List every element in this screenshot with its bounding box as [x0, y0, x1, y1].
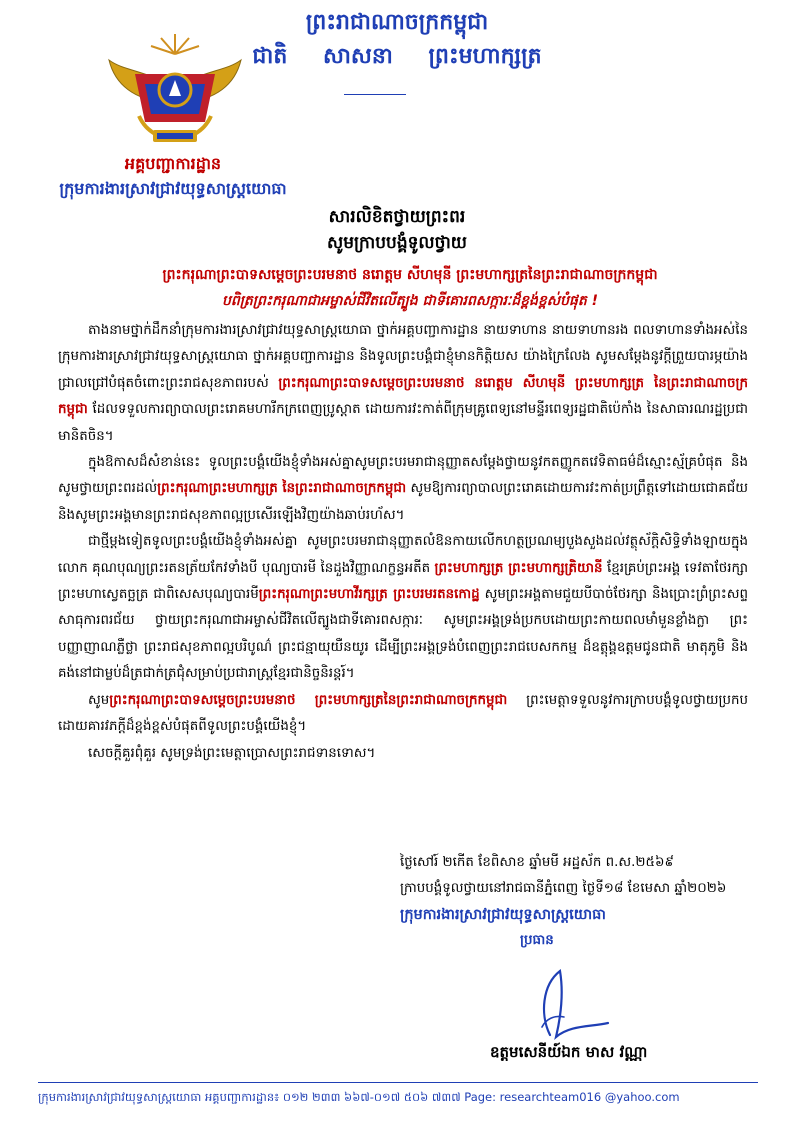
letter-body [58, 318, 748, 767]
letter-subtitle: សូមក្រាបបង្គំទូលថ្វាយ [327, 233, 467, 253]
address-salutation: បពិត្រព្រះករុណាជាអម្ចាស់ជីវិតលើត្បូង ជាទីគោរពសក្ការៈដ៏ខ្ពង់ខ្ពស់បំផុត ! [221, 293, 599, 309]
lunar-date: ថ្ងៃសៅរ៍ ២កើត ខែពិសាខ ឆ្នាំមមី អដ្ឋស័ក ព.ស.២៥៦៩ [400, 855, 675, 870]
body-paragraph-5 [58, 741, 748, 767]
handwritten-signature [520, 965, 610, 1043]
body-highlight: ព្រះករុណាព្រះបាទសម្តេចព្រះបរមនាថ នរោត្តម សីហមុនី ព្រះមហាក្សត្រ នៃព្រះរាជាណាចក្រកម្ពុជា [58, 375, 748, 418]
body-text: តាងនាមថ្នាក់ដឹកនាំក្រុមការងារស្រាវជ្រាវយុទ្ធសាស្ត្រយោធា ថ្នាក់អគ្គបញ្ជាការដ្ឋាន នាយទាហាន នាយទាហានរង ពលទាហានទាំងអស់នៃក្រុមការងារស្រាវជ្រាវយុទ្ធសាស្ត្រយោធា ថ្នាក់អគ្គបញ្ជាការដ្ឋាន និងទូលព្រះបង្គំជាខ្ញុំមានកិត្តិយស យ៉ាងក្រៃលែង សូមសម្តែងនូវក្តីព្រួយបារម្ភយ៉ាងជ្រាលជ្រៅបំផុតចំពោះព្រះរាជសុខភាពរបស់ [58, 323, 748, 391]
motto-religion: សាសនា [322, 44, 393, 69]
letter-title: សារលិខិតថ្វាយព្រះពរ [328, 207, 466, 227]
signatory-name: ឧត្តមសេនីយ៍ឯក មាស វណ្ណា [490, 1043, 648, 1061]
solar-date: ក្រាបបង្គំទូលថ្វាយនៅរាជធានីភ្នំពេញ ថ្ងៃទី១៨ ខែមេសា ឆ្នាំ២០២៦ [400, 881, 727, 896]
body-highlight: ព្រះករុណាព្រះមហាវីរក្សត្រ ព្រះបរមរតនកោដ្ឋ [258, 587, 480, 603]
body-paragraph-3 [58, 529, 748, 687]
body-text: សូម [88, 692, 110, 708]
address-recipient: ព្រះករុណាព្រះបាទសម្តេចព្រះបរមនាថ នរោត្តម សីហមុនី ព្រះមហាក្សត្រនៃព្រះរាជាណាចក្រកម្ពុជា [162, 267, 658, 283]
body-text: សេចក្តីគួរពុំគួរ សូមទ្រង់ព្រះមេត្តាប្រោសព្រះរាជទានទោស។ [88, 745, 376, 761]
body-paragraph-2 [58, 450, 748, 529]
body-text: សូមឱ្យការព្យាបាលព្រះរោគដោយការវះកាត់ប្រព្រឹត្តទៅដោយជោគជ័យនិងសូមព្រះអង្គមានព្រះរាជសុខភាពល្អប្រសើរឡើងវិញយ៉ាងឆាប់រហ័ស។ [58, 481, 748, 523]
org-research-team: ក្រុមការងារស្រាវជ្រាវយុទ្ធសាស្ត្រយោធា [59, 179, 287, 198]
body-text: ជាថ្មីម្តងទៀតទូលព្រះបង្គំយើងខ្ញុំទាំងអស់គ្នា សូមព្រះបរមរាជានុញ្ញាតលំឱនកាយលើកហត្ថប្រណម្យបួងសួងដល់វត្ថុស័ក្តិសិទ្ធិទាំងឡាយក្នុងលោក គុណបុណ្យព្រះរតនត្រ័យកែវទាំងបី បុណ្យបារមី នៃដួងវិញ្ញាណក្ខន្ធអតីត [58, 534, 748, 576]
body-paragraph-4 [58, 688, 748, 741]
kingdom-heading: ព្រះរាជាណាចក្រកម្ពុជា [305, 10, 489, 35]
body-paragraph-1 [58, 318, 748, 450]
body-text: ក្នុងឱកាសដ៏សំខាន់នេះ ទូលព្រះបង្គំយើងខ្ញុំទាំងអស់គ្នាសូមព្រះបរមរាជានុញ្ញាតសម្តែងថ្វាយនូវកតញ្ញូកតវេទិតាធម៌ដ៏ស្មោះស្ម័គ្របំផុត និងសូមថ្វាយព្រះពរដល់ [58, 455, 748, 497]
body-highlight: ព្រះករុណាព្រះបាទសម្តេចព្រះបរមនាថ ព្រះមហាក្សត្រនៃព្រះរាជាណាចក្រកម្ពុជា [109, 692, 508, 708]
header-divider [344, 94, 406, 95]
footer-divider [38, 1082, 758, 1083]
motto-king: ព្រះមហាក្សត្រ [428, 44, 542, 69]
body-highlight: ព្រះមហាក្សត្រ ព្រះមហាក្សត្រិយានី [434, 560, 603, 576]
signing-role: ប្រធាន [520, 933, 554, 948]
military-emblem-icon [95, 30, 255, 148]
body-text: ខ្មែរគ្រប់ព្រះអង្គ ទេវតាថែរក្សាព្រះមហាស្វេតច្ឆត្រ ជាពិសេសបុណ្យបារមី [58, 560, 748, 603]
body-highlight: ព្រះករុណាព្រះមហាក្សត្រ នៃព្រះរាជាណាចក្រកម្ពុជា [157, 481, 407, 497]
footer-contact: ក្រុមការងារស្រាវជ្រាវយុទ្ធសាស្ត្រយោធា អគ្គបញ្ជាការដ្ឋាន៖ ០១២ ២៣៣ ៦៦៧-០១៧ ៥០៦ ៧៣៧ Page: researchteam016 @yahoo.com [38, 1090, 680, 1104]
motto-nation: ជាតិ [252, 44, 288, 69]
body-text: សូមព្រះអង្គតាមជួយបីបាច់ថែរក្សា និងប្រោះព្រំព្រះសព្ទសាធុការពរជ័យ ថ្វាយព្រះករុណាជាអម្ចាស់ជីវិតលើត្បូងជាទីគោរពសក្ការៈ សូមព្រះអង្គទ្រង់ប្រកបដោយព្រះកាយពលមាំមួនខ្លាំងក្លា ព្រះបញ្ញាញាណភ្លឺថ្លា ព្រះរាជសុខភាពល្អបរិបូណ៌ ព្រះជន្មាយុយឺនយូរ ដើម្បីព្រះអង្គទ្រង់បំពេញព្រះរាជបេសកកម្ម ដ៏ឧត្តុង្គឧត្តមជូនជាតិ មាតុភូមិ និងគង់នៅជាម្លប់ដ៏ត្រជាក់ត្រជុំសម្រាប់ប្រជារាស្ត្រខ្មែរជានិច្ចនិរន្តរ៍។ [58, 587, 748, 682]
org-command: អគ្គបញ្ជាការដ្ឋាន [124, 154, 222, 173]
closing-block [400, 850, 760, 954]
body-text: ព្រះមេត្តាទទួលនូវការក្រាបបង្គំទូលថ្វាយប្រកបដោយគារវភក្តីដ៏ខ្ពង់ខ្ពស់បំផុតពីទូលព្រះបង្គំយើងខ្ញុំ។ [58, 692, 749, 735]
signing-organization: ក្រុមការងារស្រាវជ្រាវយុទ្ធសាស្ត្រយោធា [400, 907, 606, 923]
body-text: ដែលទទួលការព្យាបាលព្រះរោគមហារីកក្រពេញប្រូស្តាត ដោយការវះកាត់ពីក្រុមគ្រូពេទ្យនៅមន្ទីរពេទ្យរដ្ឋជាតិប៉េកាំង នៃសាធារណរដ្ឋប្រជាមានិតចិន។ [58, 402, 748, 444]
